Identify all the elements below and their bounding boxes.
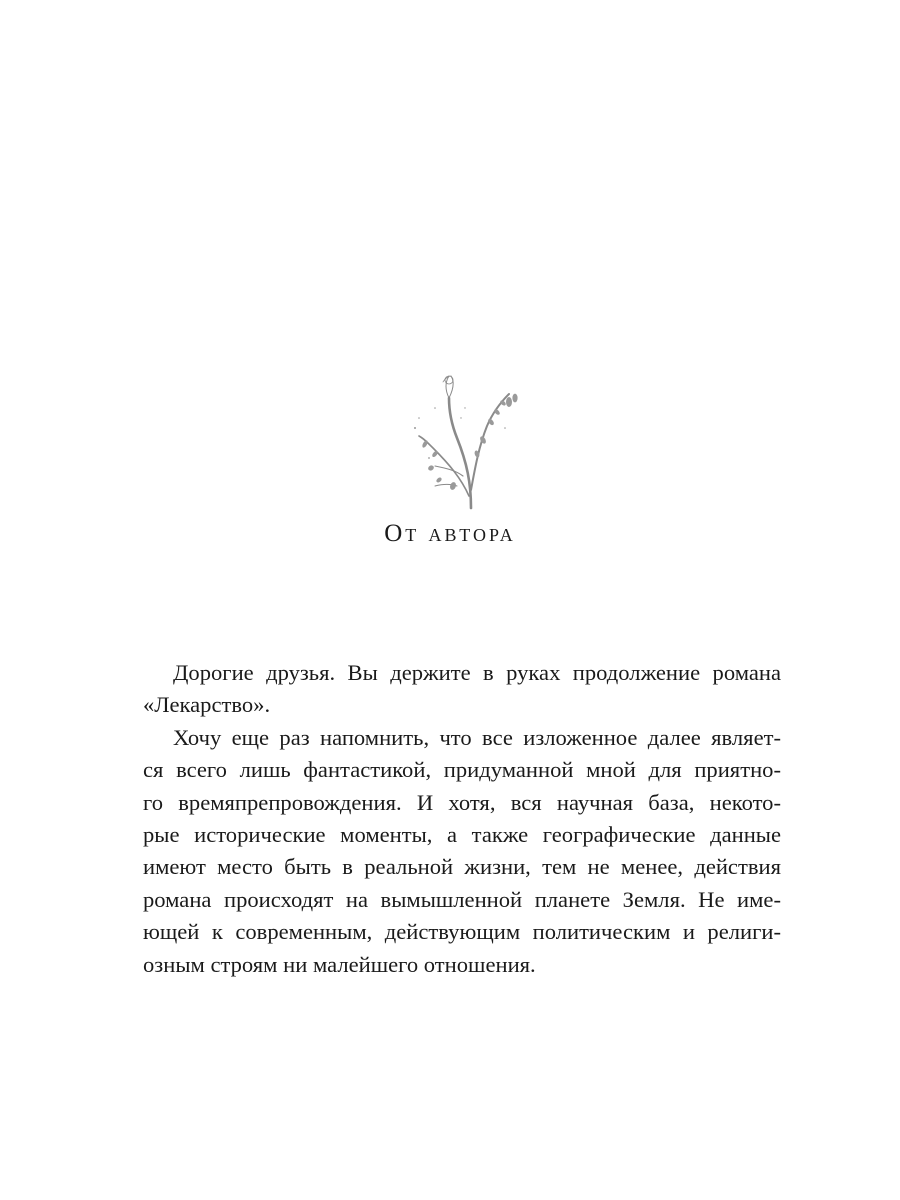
text-line: Хочу еще раз напомнить, что все изложенное далее являет- — [173, 724, 781, 750]
text-line: романа происходят на вымышленной планете Земля. Не име- — [143, 886, 781, 912]
text-line: Дорогие друзья. Вы держите в руках продолжение романа — [173, 660, 781, 685]
chapter-title: От автора — [384, 520, 516, 547]
paragraph-2 — [143, 722, 781, 981]
text-line: рые исторические моменты, а также географические данные — [143, 822, 781, 848]
flower-sprig-icon — [405, 368, 525, 518]
text-line: ющей к современным, действующим политическим и религи- — [143, 919, 781, 945]
paragraph-1 — [143, 657, 781, 722]
text-line: озным строям ни малейшего отношения. — [143, 951, 536, 977]
text-line: ся всего лишь фантастикой, придуманной мной для приятно- — [143, 757, 781, 783]
body-text — [143, 657, 781, 981]
text-line: имеют место быть в реальной жизни, тем не менее, действия — [143, 854, 781, 880]
text-line: го времяпрепровождения. И хотя, вся научная база, некото- — [143, 789, 781, 815]
text-line: «Лекарство». — [143, 692, 271, 718]
